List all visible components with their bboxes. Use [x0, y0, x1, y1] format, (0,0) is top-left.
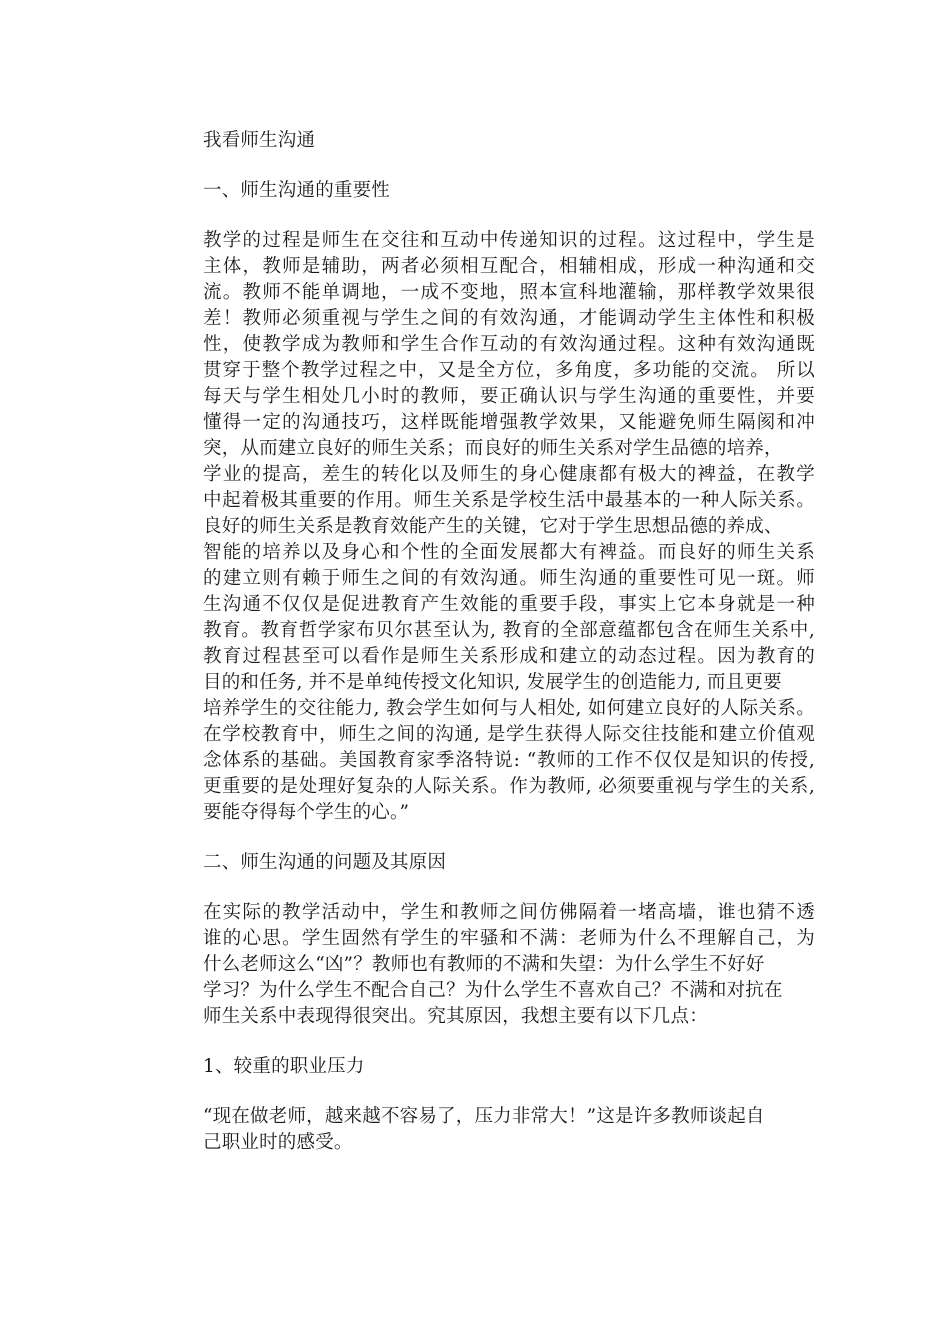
section-2-paragraph: [203, 900, 815, 1030]
paragraph-line: 己职业时的感受。: [203, 1132, 353, 1153]
paragraph-line: 在学校教育中，师生之间的沟通, 是学生获得人际交往技能和建立价值观: [203, 724, 815, 745]
section-1-paragraph: [203, 228, 815, 826]
paragraph-line: 的建立则有赖于师生之间的有效沟通。师生沟通的重要性可见一斑。师: [203, 568, 815, 589]
section-2-heading: 二、师生沟通的问题及其原因: [203, 852, 447, 873]
paragraph-line: 学业的提高，差生的转化以及师生的身心健康都有极大的裨益，在教学: [203, 464, 815, 485]
paragraph-line: 培养学生的交往能力, 教会学生如何与人相处, 如何建立良好的人际关系。: [203, 698, 815, 719]
paragraph-line: 念体系的基础。美国教育家季洛特说: “教师的工作不仅仅是知识的传授,: [203, 750, 815, 771]
paragraph-line: 教育过程甚至可以看作是师生关系形成和建立的动态过程。因为教育的: [203, 646, 815, 667]
paragraph-line: 智能的培养以及身心和个性的全面发展都大有裨益。而良好的师生关系: [203, 542, 815, 563]
section-3-heading: 1、较重的职业压力: [203, 1056, 365, 1077]
paragraph-line: 懂得一定的沟通技巧，这样既能增强教学效果，又能避免师生隔阂和冲: [203, 412, 815, 433]
paragraph-line: 差！教师必须重视与学生之间的有效沟通，才能调动学生主体性和积极: [203, 308, 815, 329]
paragraph-line: “现在做老师，越来越不容易了，压力非常大！”这是许多教师谈起自: [203, 1106, 765, 1127]
paragraph-line: 良好的师生关系是教育效能产生的关键，它对于学生思想品德的养成、: [203, 516, 783, 537]
paragraph-line: 学习？为什么学生不配合自己？为什么学生不喜欢自己？不满和对抗在: [203, 980, 783, 1001]
paragraph-line: 贯穿于整个教学过程之中，又是全方位，多角度，多功能的交流。 所以: [203, 360, 815, 381]
paragraph-line: 教育。教育哲学家布贝尔甚至认为, 教育的全部意蕴都包含在师生关系中,: [203, 620, 815, 641]
paragraph-line: 师生关系中表现得很突出。究其原因，我想主要有以下几点：: [203, 1006, 708, 1027]
paragraph-line: 突，从而建立良好的师生关系；而良好的师生关系对学生品德的培养，: [203, 438, 783, 459]
paragraph-line: 中起着极其重要的作用。师生关系是学校生活中最基本的一种人际关系。: [203, 490, 815, 511]
paragraph-line: 流。教师不能单调地，一成不变地，照本宣科地灌输，那样教学效果很: [203, 282, 815, 303]
paragraph-line: 更重要的是处理好复杂的人际关系。作为教师, 必须要重视与学生的关系,: [203, 776, 815, 797]
paragraph-line: 谁的心思。学生固然有学生的牢骚和不满：老师为什么不理解自己，为: [203, 928, 815, 949]
section-1-heading: 一、师生沟通的重要性: [203, 180, 391, 201]
paragraph-line: 生沟通不仅仅是促进教育产生效能的重要手段，事实上它本身就是一种: [203, 594, 815, 615]
paragraph-line: 每天与学生相处几小时的教师，要正确认识与学生沟通的重要性，并要: [203, 386, 815, 407]
paragraph-line: 性，使教学成为教师和学生合作互动的有效沟通过程。这种有效沟通既: [203, 334, 815, 355]
paragraph-line: 教学的过程是师生在交往和互动中传递知识的过程。这过程中，学生是: [203, 230, 815, 251]
section-3-paragraph: [203, 1104, 815, 1156]
paragraph-line: 目的和任务, 并不是单纯传授文化知识, 发展学生的创造能力, 而且更要: [203, 672, 782, 693]
paragraph-line: 主体，教师是辅助，两者必须相互配合，相辅相成，形成一种沟通和交: [203, 256, 815, 277]
document-title: 我看师生沟通: [203, 130, 316, 151]
paragraph-line: 要能夺得每个学生的心。”: [203, 802, 410, 823]
paragraph-line: 在实际的教学活动中，学生和教师之间仿佛隔着一堵高墙，谁也猜不透: [203, 902, 815, 923]
paragraph-line: 什么老师这么“凶”？教师也有教师的不满和失望：为什么学生不好好: [203, 954, 765, 975]
document-page: [203, 128, 815, 1180]
